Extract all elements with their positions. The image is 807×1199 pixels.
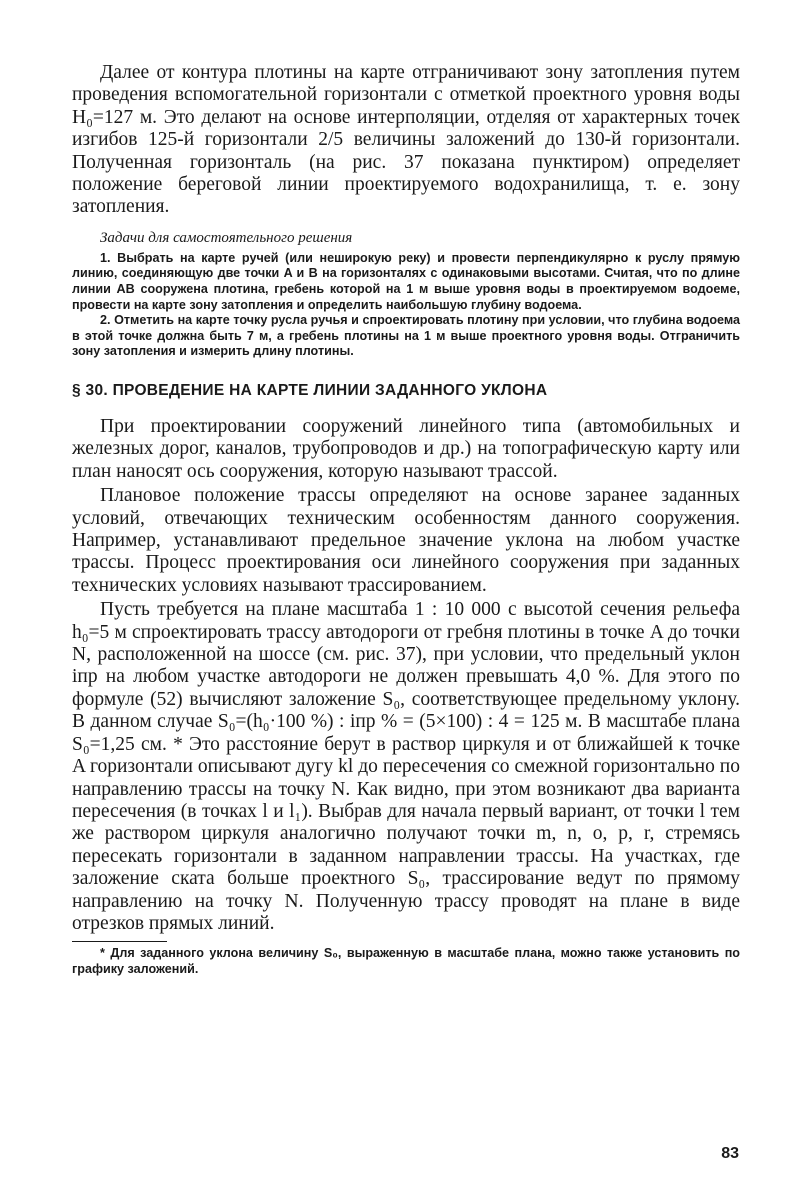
section-paragraph-1: При проектировании сооружений линейного типа (автомобильных и железных дорог, каналов, трубопроводов и др.) на топографическую карту или план наносят ось сооружения, которую называют трассой. (72, 416, 740, 482)
section-paragraph-2: Плановое положение трассы определяют на основе заранее заданных условий, отвечающих техническим особенностям данного сооружения. Например, устанавливают предельное значение уклона на любом участке трассы. Процесс проектирования оси линейного сооружения при заданных технических условиях называют трассированием. (72, 485, 740, 596)
page-content (72, 62, 740, 978)
intro-paragraph: Далее от контура плотины на карте отграничивают зону затопления путем проведения вспомогательной горизонтали с отметкой проектного уровня воды H₀=127 м. Это делают на основе интерполяции, отделяя от характерных точек изгибов 125-й горизонтали 2/5 величины заложений до 130-й горизонтали. Полученная горизонталь (на рис. 37 показана пунктиром) определяет положение береговой линии проектируемого водохранилища, т. е. зону затопления. (72, 62, 740, 218)
tasks-heading: Задачи для самостоятельного решения (100, 229, 353, 246)
footnote: * Для заданного уклона величину S₀, выраженную в масштабе плана, можно также установить по графику заложений. (72, 946, 740, 976)
section-heading: § 30. ПРОВЕДЕНИЕ НА КАРТЕ ЛИНИИ ЗАДАННОГО УКЛОНА (72, 382, 548, 399)
task-item-2: 2. Отметить на карте точку русла ручья и спроектировать плотину при условии, что глубина водоема в этой точке должна быть 7 м, а гребень плотины на 1 м выше проектного уровня воды. Отграничить зону затопления и измерить длину плотины. (72, 313, 740, 359)
page-number: 83 (721, 1145, 739, 1162)
task-item-1: 1. Выбрать на карте ручей (или неширокую реку) и провести перпендикулярно к руслу прямую линию, соединяющую две точки A и B на горизонталях с одинаковыми высотами. Считая, что по длине линии AB сооружена плотина, гребень которой на 1 м выше уровня воды в проектируемом водоеме, провести на карте зону затопления и определить наибольшую глубину водоема. (72, 250, 740, 312)
section-paragraph-3: Пусть требуется на плане масштаба 1 : 10 000 с высотой сечения рельефа h₀=5 м спроектировать трассу автодороги от гребня плотины в точке A до точки N, расположенной на шоссе (см. рис. 37), при условии, что предельный уклон iпр на любом участке автодороги не должен превышать 4,0 %. Для этого по формуле (52) вычисляют заложение S₀, соответствующее предельному уклону. В данном случае S₀=(h₀·100 %) : iпр % = (5×100) : 4 = 125 м. В масштабе плана S₀=1,25 см. * Это расстояние берут в раствор циркуля и от ближайшей к точке A горизонтали описывают дугу kl до пересечения со смежной горизонтально по направлению трассы на точку N. Как видно, при этом возникают два варианта пересечения (в точках l и l₁). Выбрав для начала первый вариант, от точки l тем же раствором циркуля аналогично получают точки m, n, o, p, r, стремясь пересекать горизонтали в заданном направлении трассы. На участках, где заложение ската больше проектного S₀, трассирование ведут по прямому направлению на точку N. Полученную трассу проводят на плане в виде отрезков прямых линий. (72, 599, 740, 934)
footnote-divider (72, 941, 167, 942)
